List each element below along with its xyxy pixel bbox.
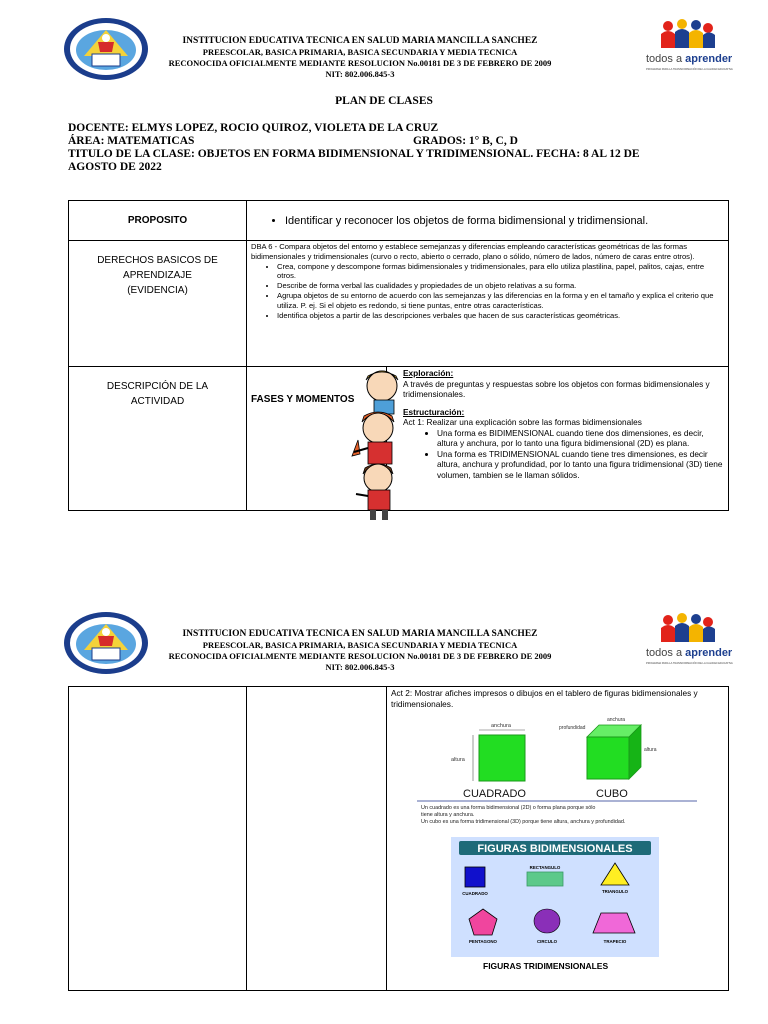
descripcion-label-1: DESCRIPCIÓN DE LA (106, 381, 209, 392)
dba-row (69, 241, 729, 367)
proposito-label: PROPOSITO (69, 201, 247, 241)
dba-label-1: DERECHOS BASICOS DE (97, 255, 218, 266)
dba-item: • Identifica objetos a partir de las descripciones verbales que hacen de sus características geométricas. (277, 311, 724, 321)
bidimensional-shapes-poster (451, 837, 659, 957)
descripcion-label (69, 367, 247, 511)
act1-item: • Una forma es TRIDIMENSIONAL cuando tiene tres dimensiones, es decir altura, anchura y profundidad, por lo tanto una figura tridimensional (3D) tiene volumen, tambien se le llaman sólidos. (437, 449, 724, 481)
proposito-cell (247, 201, 729, 241)
institution-header (150, 629, 570, 673)
poster-title: FIGURAS BIDIMENSIONALES (477, 843, 633, 855)
cuadrado-label: CUADRADO (463, 788, 526, 800)
children-illustration (348, 366, 404, 521)
institution-name: INSTITUCION EDUCATIVA TECNICA EN SALUD MARIA MANCILLA SANCHEZ (182, 629, 538, 639)
todos-a-aprender-logo (644, 608, 733, 668)
exploracion-title: Exploración: (403, 368, 454, 378)
institution-resolution: RECONOCIDA OFICIALMENTE MEDIANTE RESOLUCION No.00181 DE 3 DE FEBRERO DE 2009 (168, 651, 552, 661)
act2-cell (387, 687, 729, 991)
altura-label: altura (451, 757, 465, 763)
dba-item: • Agrupa objetos de su entorno de acuerdo con las semejanzas y las diferencias en la forma y en el tamaño y explica el criterio que utiliza. P. ej. Si el objeto es redondo, si tiene puntas, entre otras características. (277, 291, 724, 311)
dba-item: • Describe de forma verbal las cualidades y propiedades de un objeto relativas a su forma. (277, 281, 724, 291)
logo-subtitle: PROGRAMA PARA LA TRANSFORMACIÓN DE LA CALIDAD EDUCATIVA (646, 662, 733, 665)
logo-text-a: todos a (646, 53, 686, 65)
school-crest-icon (62, 610, 150, 676)
institution-resolution: RECONOCIDA OFICIALMENTE MEDIANTE RESOLUCION No.00181 DE 3 DE FEBRERO DE 2009 (168, 58, 552, 68)
logo-text-b: aprender (685, 53, 733, 65)
dba-cell (247, 241, 729, 367)
svg-text:todos a aprender (646, 53, 733, 65)
institution-nit: NIT: 802.006.845-3 (325, 662, 395, 672)
fases-label: FASES Y MOMENTOS (247, 367, 387, 511)
institution-header (150, 36, 570, 80)
altura-label: altura (644, 747, 657, 753)
anchura-label: anchura (491, 723, 511, 729)
shape-label: PENTAGONO (469, 939, 497, 944)
caption-line-3: Un cubo es una forma tridimensional (3D) porque tiene altura, anchura y profundidad. (421, 819, 626, 825)
caption-line-1: Un cuadrado es una forma bidimensional (2D) o forma plana porque sólo (421, 805, 596, 811)
dba-label-2: APRENDIZAJE (123, 270, 192, 281)
tridimensional-title: FIGURAS TRIDIMENSIONALES (483, 961, 609, 971)
dba-label-3: (EVIDENCIA) (127, 285, 188, 296)
square-cube-figure (417, 715, 697, 827)
shape-label: CIRCULO (536, 939, 558, 944)
institution-name: INSTITUCION EDUCATIVA TECNICA EN SALUD MARIA MANCILLA SANCHEZ (182, 36, 538, 46)
dba-intro: DBA 6 - Compara objetos del entorno y establece semejanzas y diferencias empleando características geométricas de las formas bidimensionales y tridimensionales (curvo o recto, abierto o cerrado, plano o sólido, número de lados, número de caras entre otros). (251, 242, 695, 261)
cubo-label: CUBO (596, 788, 628, 800)
titulo-line-2: AGOSTO DE 2022 (68, 161, 162, 173)
institution-levels: PREESCOLAR, BASICA PRIMARIA, BASICA SECUNDARIA Y MEDIA TECNICA (202, 640, 518, 650)
proposito-text: • Identificar y reconocer los objetos de forma bidimensional y tridimensional. (285, 215, 728, 227)
grados-label: GRADOS: 1° B, C, D (413, 135, 518, 147)
act1-text: Act 1: Realizar una explicación sobre las formas bidimensionales (403, 417, 642, 427)
logo-text-a: todos a (646, 647, 686, 659)
descripcion-label-2: ACTIVIDAD (130, 396, 185, 407)
area-label: ÁREA: MATEMATICAS (68, 135, 195, 147)
profundidad-label: profundidad (559, 725, 586, 731)
area-line (68, 135, 728, 147)
act2-text: Act 2: Mostrar afiches impresos o dibujos en el tablero de figuras bidimensionales y tridimensionales. (391, 688, 698, 709)
todos-a-aprender-logo (644, 14, 733, 74)
docente-line: DOCENTE: ELMYS LOPEZ, ROCIO QUIROZ, VIOLETA DE LA CRUZ (68, 122, 439, 134)
proposito-row (69, 201, 729, 241)
exploracion-text: A través de preguntas y respuestas sobre los objetos con formas bidimensionales y tridimensionales. (403, 378, 710, 399)
actividad-cell (387, 367, 729, 511)
dba-item: • Crea, compone y descompone formas bidimensionales y tridimensionales, para ello utiliza plastilina, papel, palitos, cajas, entre otros. (277, 262, 724, 282)
estructuracion-title: Estructuración: (403, 406, 465, 417)
page-2 (0, 590, 768, 1024)
shape-label: CUADRADO (462, 891, 488, 896)
shape-label: TRAPECIO (603, 939, 627, 944)
dba-label (69, 241, 247, 367)
plan-table-continued (68, 686, 729, 991)
caption-line-2: tiene altura y anchura. (421, 812, 475, 818)
institution-levels: PREESCOLAR, BASICA PRIMARIA, BASICA SECUNDARIA Y MEDIA TECNICA (202, 47, 518, 57)
empty-cell (247, 687, 387, 991)
empty-cell (69, 687, 247, 991)
shape-label: TRIANGULO (601, 889, 629, 894)
titulo-line: TITULO DE LA CLASE: OBJETOS EN FORMA BIDIMENSIONAL Y TRIDIMENSIONAL. FECHA: 8 AL 12 DE (68, 148, 640, 160)
svg-text:todos a aprender (646, 647, 733, 659)
act1-item: • Una forma es BIDIMENSIONAL cuando tiene dos dimensiones, es decir, altura y anchura, por lo tanto una figura bidimensional (2D) es plana. (437, 428, 724, 449)
logo-subtitle: PROGRAMA PARA LA TRANSFORMACIÓN DE LA CALIDAD EDUCATIVA (646, 68, 733, 71)
logo-text-b: aprender (685, 647, 733, 659)
plan-title: PLAN DE CLASES (335, 95, 433, 107)
school-crest-icon (62, 16, 150, 82)
act2-row (69, 687, 729, 991)
page-gap (0, 540, 768, 590)
anchura-label: anchura (607, 717, 626, 723)
institution-nit: NIT: 802.006.845-3 (325, 69, 395, 79)
shape-label: RECTANGULO (529, 865, 561, 870)
